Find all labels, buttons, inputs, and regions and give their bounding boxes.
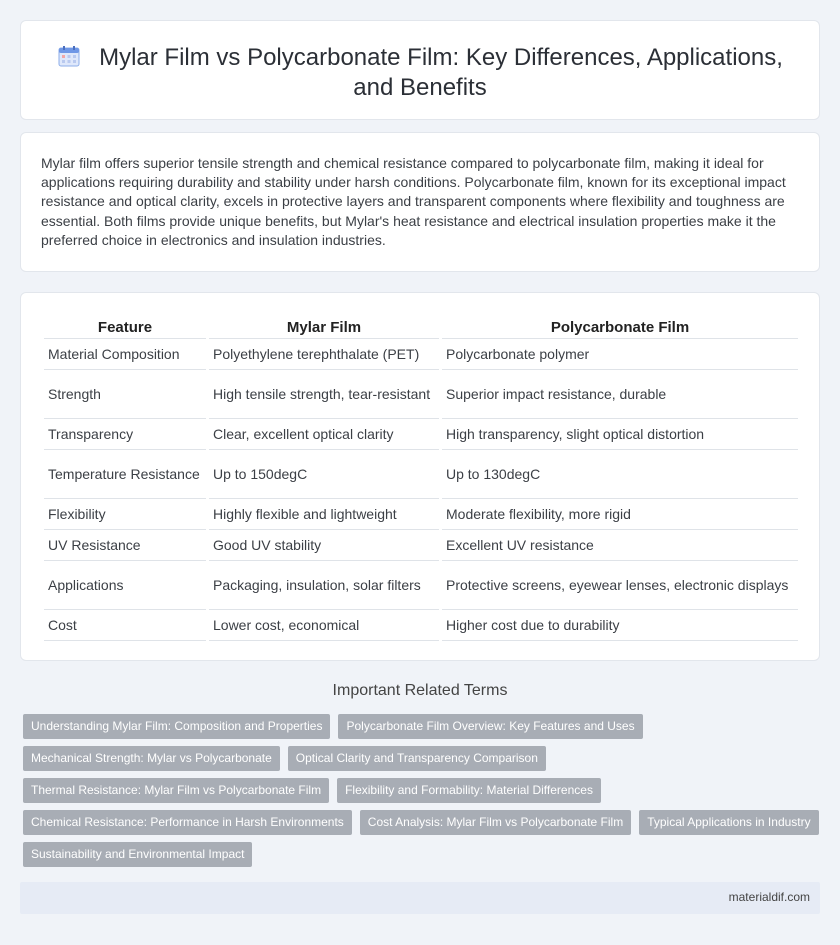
table-row <box>44 339 798 370</box>
table-cell: Transparency <box>44 419 206 450</box>
table-cell: Temperature Resistance <box>44 450 206 499</box>
intro-paragraph: Mylar film offers superior tensile strength and chemical resistance compared to polycarbonate film, making it ideal for applications requiring durability and stability under harsh conditions. Polycarbonate film, known for its exceptional impact resistance and optical clarity, excels in protective layers and transparent components where flexibility and toughness are essential. Both films provide unique benefits, but Mylar's heat resistance and electrical insulation properties make it the preferred choice in electronics and insulation industries. <box>41 155 786 248</box>
header-card <box>20 20 820 120</box>
related-terms-heading: Important Related Terms <box>332 682 508 699</box>
table-cell: Higher cost due to durability <box>442 610 798 641</box>
comparison-table-card <box>20 292 820 661</box>
related-terms-list <box>23 714 823 874</box>
related-term-tag[interactable]: Flexibility and Formability: Material Differences <box>337 778 601 803</box>
table-cell: Cost <box>44 610 206 641</box>
table-row <box>44 419 798 450</box>
footer <box>20 882 820 914</box>
table-cell: Polycarbonate polymer <box>442 339 798 370</box>
related-term-tag[interactable]: Understanding Mylar Film: Composition and Properties <box>23 714 330 739</box>
table-row <box>44 499 798 530</box>
related-term-tag[interactable]: Chemical Resistance: Performance in Harsh Environments <box>23 810 352 835</box>
table-cell: Material Composition <box>44 339 206 370</box>
table-row <box>44 370 798 419</box>
header-mylar: Mylar Film <box>209 315 439 339</box>
related-term-tag[interactable]: Cost Analysis: Mylar Film vs Polycarbonate Film <box>360 810 631 835</box>
comparison-table <box>41 315 801 641</box>
table-row <box>44 450 798 499</box>
table-cell: Strength <box>44 370 206 419</box>
header-feature: Feature <box>44 315 206 339</box>
table-cell: Applications <box>44 561 206 610</box>
calendar-icon <box>57 44 81 68</box>
related-term-tag[interactable]: Typical Applications in Industry <box>639 810 818 835</box>
table-cell: Protective screens, eyewear lenses, electronic displays <box>442 561 798 610</box>
page-title-wrap <box>21 43 819 103</box>
table-cell: Lower cost, economical <box>209 610 439 641</box>
footer-site-link[interactable]: materialdif.com <box>728 890 810 904</box>
intro-card <box>20 132 820 272</box>
page-title: Mylar Film vs Polycarbonate Film: Key Differences, Applications, and Benefits <box>99 44 783 101</box>
table-cell: Up to 150degC <box>209 450 439 499</box>
header-polycarbonate: Polycarbonate Film <box>442 315 798 339</box>
table-row <box>44 561 798 610</box>
related-term-tag[interactable]: Thermal Resistance: Mylar Film vs Polycarbonate Film <box>23 778 329 803</box>
table-cell: High transparency, slight optical distortion <box>442 419 798 450</box>
related-term-tag[interactable]: Mechanical Strength: Mylar vs Polycarbonate <box>23 746 280 771</box>
related-term-tag[interactable]: Optical Clarity and Transparency Comparison <box>288 746 546 771</box>
table-cell: Packaging, insulation, solar filters <box>209 561 439 610</box>
table-row <box>44 610 798 641</box>
table-header-row <box>44 315 798 339</box>
related-term-tag[interactable]: Polycarbonate Film Overview: Key Features and Uses <box>338 714 642 739</box>
table-cell: Up to 130degC <box>442 450 798 499</box>
table-cell: Highly flexible and lightweight <box>209 499 439 530</box>
table-cell: Polyethylene terephthalate (PET) <box>209 339 439 370</box>
table-cell: Superior impact resistance, durable <box>442 370 798 419</box>
table-cell: Flexibility <box>44 499 206 530</box>
table-cell: Excellent UV resistance <box>442 530 798 561</box>
table-cell: Clear, excellent optical clarity <box>209 419 439 450</box>
table-row <box>44 530 798 561</box>
table-cell: UV Resistance <box>44 530 206 561</box>
table-cell: Good UV stability <box>209 530 439 561</box>
table-cell: High tensile strength, tear-resistant <box>209 370 439 419</box>
related-term-tag[interactable]: Sustainability and Environmental Impact <box>23 842 252 867</box>
table-cell: Moderate flexibility, more rigid <box>442 499 798 530</box>
